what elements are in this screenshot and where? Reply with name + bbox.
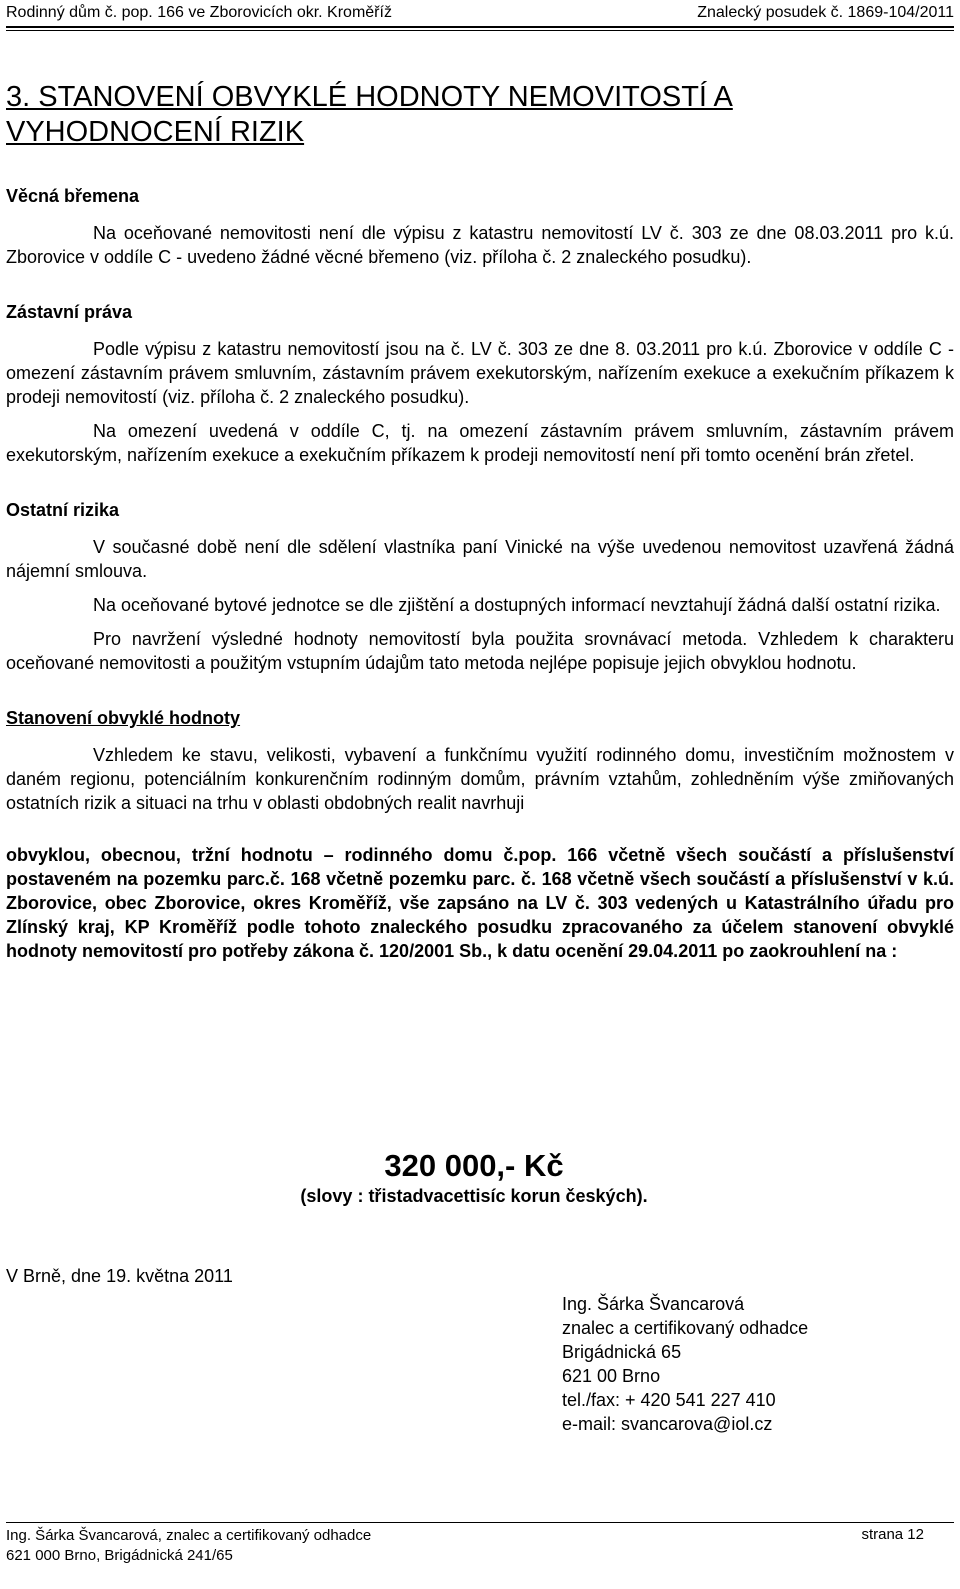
signature-name: Ing. Šárka Švancarová: [562, 1294, 745, 1314]
signature-city: 621 00 Brno: [562, 1366, 661, 1386]
other-risks-text-3: Pro navržení výsledné hodnoty nemovitostí byla použita srovnávací metoda. Vzhledem k charakteru oceňované nemovitosti a použitým vstupním údajům tato metoda nejlépe popisuje jejich obvyklou hodnotu.: [6, 629, 954, 673]
other-risks-text-1: V současné době není dle sdělení vlastníka paní Vinické na výše uvedenou nemovitost uzavřená žádná nájemní smlouva.: [6, 537, 954, 581]
document-body: [6, 80, 954, 963]
valuation-amount-words: (slovy : třistadvacettisíc korun českých).: [300, 1186, 648, 1206]
page-header: [6, 0, 954, 34]
other-risks-text-2: Na oceňované bytové jednotce se dle zjištění a dostupných informací nevztahují žádná další ostatní rizika.: [93, 595, 941, 615]
valuation-text: Vzhledem ke stavu, velikosti, vybavení a funkčnímu využití rodinného domu, investičním možnostem v daném regionu, potenciálním konkurenčním rodinným domům, právním vztahům, zohledněním výše zmiňovaných ostatních rizik a situaci na trhu v oblasti obdobných realit navrhuji: [6, 745, 954, 813]
signature-block: [562, 1292, 808, 1436]
signature-email: e-mail: svancarova@iol.cz: [562, 1414, 773, 1434]
footer-line-2: 621 000 Brno, Brigádnická 241/65: [6, 1547, 233, 1564]
place-date: V Brně, dne 19. května 2011: [6, 1266, 233, 1286]
signature-street: Brigádnická 65: [562, 1342, 682, 1362]
valuation-result: [0, 1148, 948, 1207]
section-title: 3. STANOVENÍ OBVYKLÉ HODNOTY NEMOVITOSTÍ A VYHODNOCENÍ RIZIK: [6, 81, 733, 148]
footer-page-number: strana 12: [861, 1526, 924, 1543]
easements-heading: Věcná břemena: [6, 186, 140, 206]
valuation-heading: Stanovení obvyklé hodnoty: [6, 708, 241, 728]
header-title: Rodinný dům č. pop. 166 ve Zborovicích okr. Kroměříž: [6, 4, 392, 21]
header-report-number: Znalecký posudek č. 1869-104/2011: [697, 4, 954, 21]
footer-rule: [6, 1522, 954, 1523]
liens-text-2: Na omezení uvedená v oddíle C, tj. na omezení zástavním právem smluvním, zástavním právem exekutorským, nařízením exekuce a exekučním příkazem k prodeji nemovitostí není při tomto ocenění brán zřetel.: [6, 421, 954, 465]
footer-author: [6, 1526, 371, 1566]
valuation-statement: obvyklou, obecnou, tržní hodnotu – rodinného domu č.pop. 166 včetně všech součástí a příslušenství postaveném na pozemku parc.č. 168 včetně pozemku parc. č. 168 včetně všech součástí a příslušenství v k.ú. Zborovice, obec Zborovice, okres Kroměříž, vše zapsáno na LV č. 303 vedených u Katastrálního úřadu pro Zlínský kraj, KP Kroměříž podle tohoto znaleckého posudku zpracovaného za účelem stanovení obvyklé hodnoty nemovitostí pro potřeby zákona č. 120/2001 Sb., k datu ocenění 29.04.2011 po zaokrouhlení na :: [6, 845, 954, 961]
signature-role: znalec a certifikovaný odhadce: [562, 1318, 809, 1338]
footer-line-1: Ing. Šárka Švancarová, znalec a certifikovaný odhadce: [6, 1527, 372, 1544]
liens-text-1: Podle výpisu z katastru nemovitostí jsou na č. LV č. 303 ze dne 8. 03.2011 pro k.ú. Zborovice v oddíle C - omezení zástavním právem smluvním, zástavním právem exekutorským, nařízením exekuce a exekučním příkazem k prodeji nemovitostí (viz. příloha č. 2 znaleckého posudku).: [6, 339, 954, 407]
header-rule: [6, 26, 954, 28]
valuation-amount: 320 000,- Kč: [384, 1148, 564, 1183]
liens-heading: Zástavní práva: [6, 302, 133, 322]
header-rule-thin: [6, 30, 954, 31]
easements-text: Na oceňované nemovitosti není dle výpisu z katastru nemovitostí LV č. 303 ze dne 08.03.2011 pro k.ú. Zborovice v oddíle C - uvedeno žádné věcné břemeno (viz. příloha č. 2 znaleckého posudku).: [6, 223, 954, 267]
signature-phone: tel./fax: + 420 541 227 410: [562, 1390, 776, 1410]
other-risks-heading: Ostatní rizika: [6, 500, 120, 520]
